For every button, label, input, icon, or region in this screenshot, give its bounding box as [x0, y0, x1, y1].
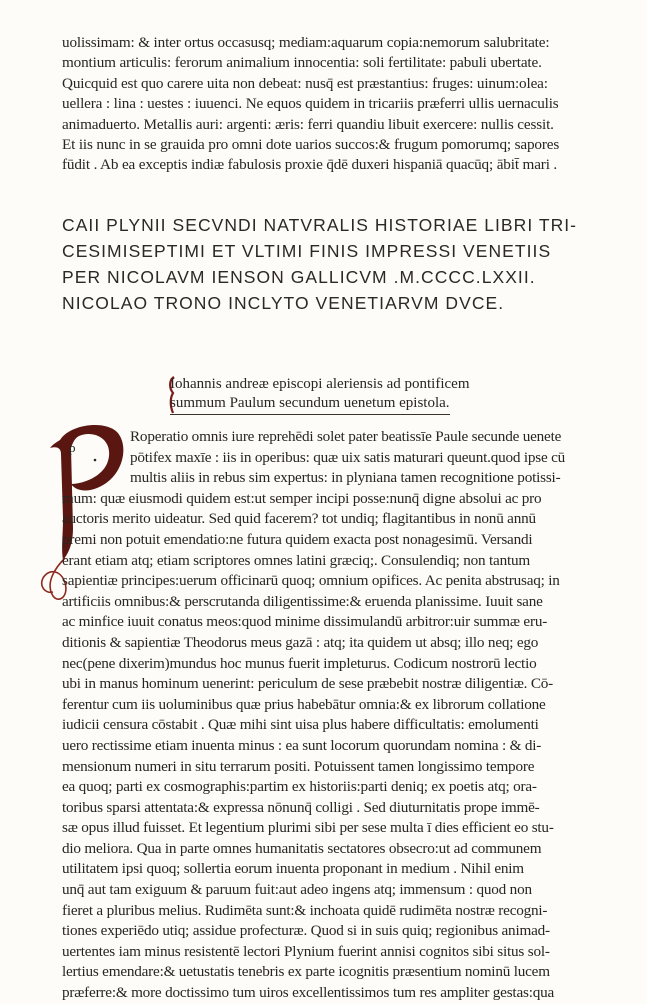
text-line: nec(pene dixerim)mundus hoc munus fuerit impleturus. Codicum nostrorū lectio — [62, 654, 537, 672]
text-line: pōtifex maxīe : iis in operibus: quæ uix satis maturari queunt.quod ipse cū — [130, 448, 566, 466]
text-line: fūdit . Ab ea exceptis indiæ fabulosis proxie q̄dē duxeri hispaniā quacūq; ābit̄ mari . — [62, 156, 558, 174]
text-line: Roperatio omnis iure reprehēdi solet pater beatissīe Paule secunde uenete — [130, 428, 562, 445]
text-line: ditionis & sapientiæ Theodorus meus gazā : atq; ita quidem ut absq; illo neq; ego — [62, 633, 539, 651]
text-line: uertentes iam minus resistentē lectori Plynium fuerint annisi cognitos sibi situs sol- — [62, 942, 550, 960]
text-line: ac minfice iuuit conatus meos:quod minime dissimulandū arbitror:uir summæ eru- — [62, 613, 548, 631]
heading-line: Iohannis andreæ episcopi aleriensis ad pontificem — [170, 376, 470, 392]
text-line: dio meliora. Qua in parte omnes humanitatis sectatores obsecro:ut ad communem — [62, 839, 542, 857]
heading-line: summum Paulum secundum uenetum epistola. — [170, 394, 450, 415]
text-line: multis aliis in rebus sim expertus: in plyniana tamen recognitione potissi- — [130, 469, 561, 487]
text-line: animaduerto. Metallis auri: argenti: æris: ferri quandiu libuit exercere: nullis cessit. — [62, 115, 554, 133]
colophon-line: NICOLAO TRONO INCLYTO VENETIARVM DVCE. — [62, 293, 505, 313]
text-line: ferentur cum iis uoluminibus quæ prius habebātur omnia:& ex librorum collatione — [62, 695, 546, 713]
guide-letter: p — [69, 440, 76, 455]
text-line: montium articulis: ferorum animalium innocentia: soli fertilitate: pabuli ubertate. — [62, 54, 542, 72]
text-line: Quicquid est quo carere uita non debeat: nusq̄ est præstantius: fruges: uinum:olea: — [62, 74, 548, 92]
epistle-body — [62, 427, 624, 1004]
text-line: ea quoq; parti ex cosmographis:partim ex historiis:parti deniq; ex poetis atq; ora- — [62, 778, 537, 796]
colophon-line: CAII PLYNII SECVNDI NATVRALIS HISTORIAE LIBRI TRI- — [62, 215, 578, 235]
text-line: ubi in manus hominum uenerint: periculum de sese præbebit nostræ diligentiæ. Cō- — [62, 675, 554, 693]
text-line: premi non potuit emendatio:ne futura quidem exacta post nonagesimū. Versandi — [62, 530, 533, 548]
colophon-line: CESIMISEPTIMI ET VLTIMI FINIS IMPRESSI VENETIIS — [62, 241, 552, 261]
text-line: uellera : lina : uestes : iuuenci. Ne equos quidem in tricariis præferri ullis uernaculis — [62, 95, 559, 113]
colophon-line: PER NICOLAVM IENSON GALLICVM .M.CCCC.LXXII. — [62, 267, 536, 287]
previous-chapter-text — [62, 33, 622, 176]
text-line: erant etiam atq; etiam scriptores omnes latini græciq;. Consulendiq; non tantum — [62, 551, 530, 569]
text-line: mum: quæ eiusmodi quidem est:ut semper incipi posse:nunq̄ digne absolui ac pro — [62, 489, 542, 507]
text-line: iudicii censura cōstabit . Quæ mihi sint uisa plus habere difficultatis: emolumenti — [62, 716, 539, 734]
text-line: fieret a pluribus melius. Rudimēta sunt:& inchoata quidē rudimēta nostræ recogni- — [62, 901, 548, 919]
text-line: sapientiæ principes:uerum officinarū quoq; omnium opifices. Ac penita abstrusaq; in — [62, 572, 560, 590]
text-line: uero rectissime etiam inuenta minus : ea sunt locorum quorundam nomina : & di- — [62, 736, 542, 754]
epistle-heading — [170, 375, 530, 415]
text-line: tiones experiēdo utiq; assidue profecturæ. Quod si in suis quiq; regionibus animad- — [62, 922, 550, 940]
text-line: sæ opus illud fuisset. Et legentium plurimi sibi per sese multa ī dies efficient eo stu- — [62, 819, 554, 837]
text-line: Et iis nunc in se grauida pro omni dote uarios succos:& frugum pomorumq; sapores — [62, 136, 560, 154]
colophon — [62, 212, 622, 316]
text-line: toribus sparsi attentata:& expressa nōnunq̄ colligi . Sed diuturnitatis prope immē- — [62, 798, 540, 816]
text-line: auctoris merito uideatur. Sed quid facerem? tot undiq; flagitantibus in nonū annū — [62, 510, 536, 528]
text-line: unq̄ aut tam exiguum & paruum fuit:aut adeo ingens atq; immensum : quod non — [62, 881, 532, 899]
text-line: mensionum numeri in situ terrarum positi. Potuissent tamen longissimo tempore — [62, 757, 535, 775]
text-line: lertius emendare:& uetustatis tenebris ex parte icognitis præsentium nominū lucem — [62, 963, 550, 981]
text-line: artificiis omnibus:& perscrutanda diligentissime:& eruenda planissime. Iuuit sane — [62, 592, 543, 610]
text-line: præferre:& more doctissimo tum uiros excellentissimos tum res ampliter gestas:qua — [62, 984, 555, 1002]
text-line: uolissimam: & inter ortus occasusq; mediam:aquarum copia:nemorum salubritate: — [62, 34, 550, 51]
text-line: utilitatem ipsi quoq; sollertia eorum inuenta proponant in medium . Nihil enim — [62, 860, 524, 878]
